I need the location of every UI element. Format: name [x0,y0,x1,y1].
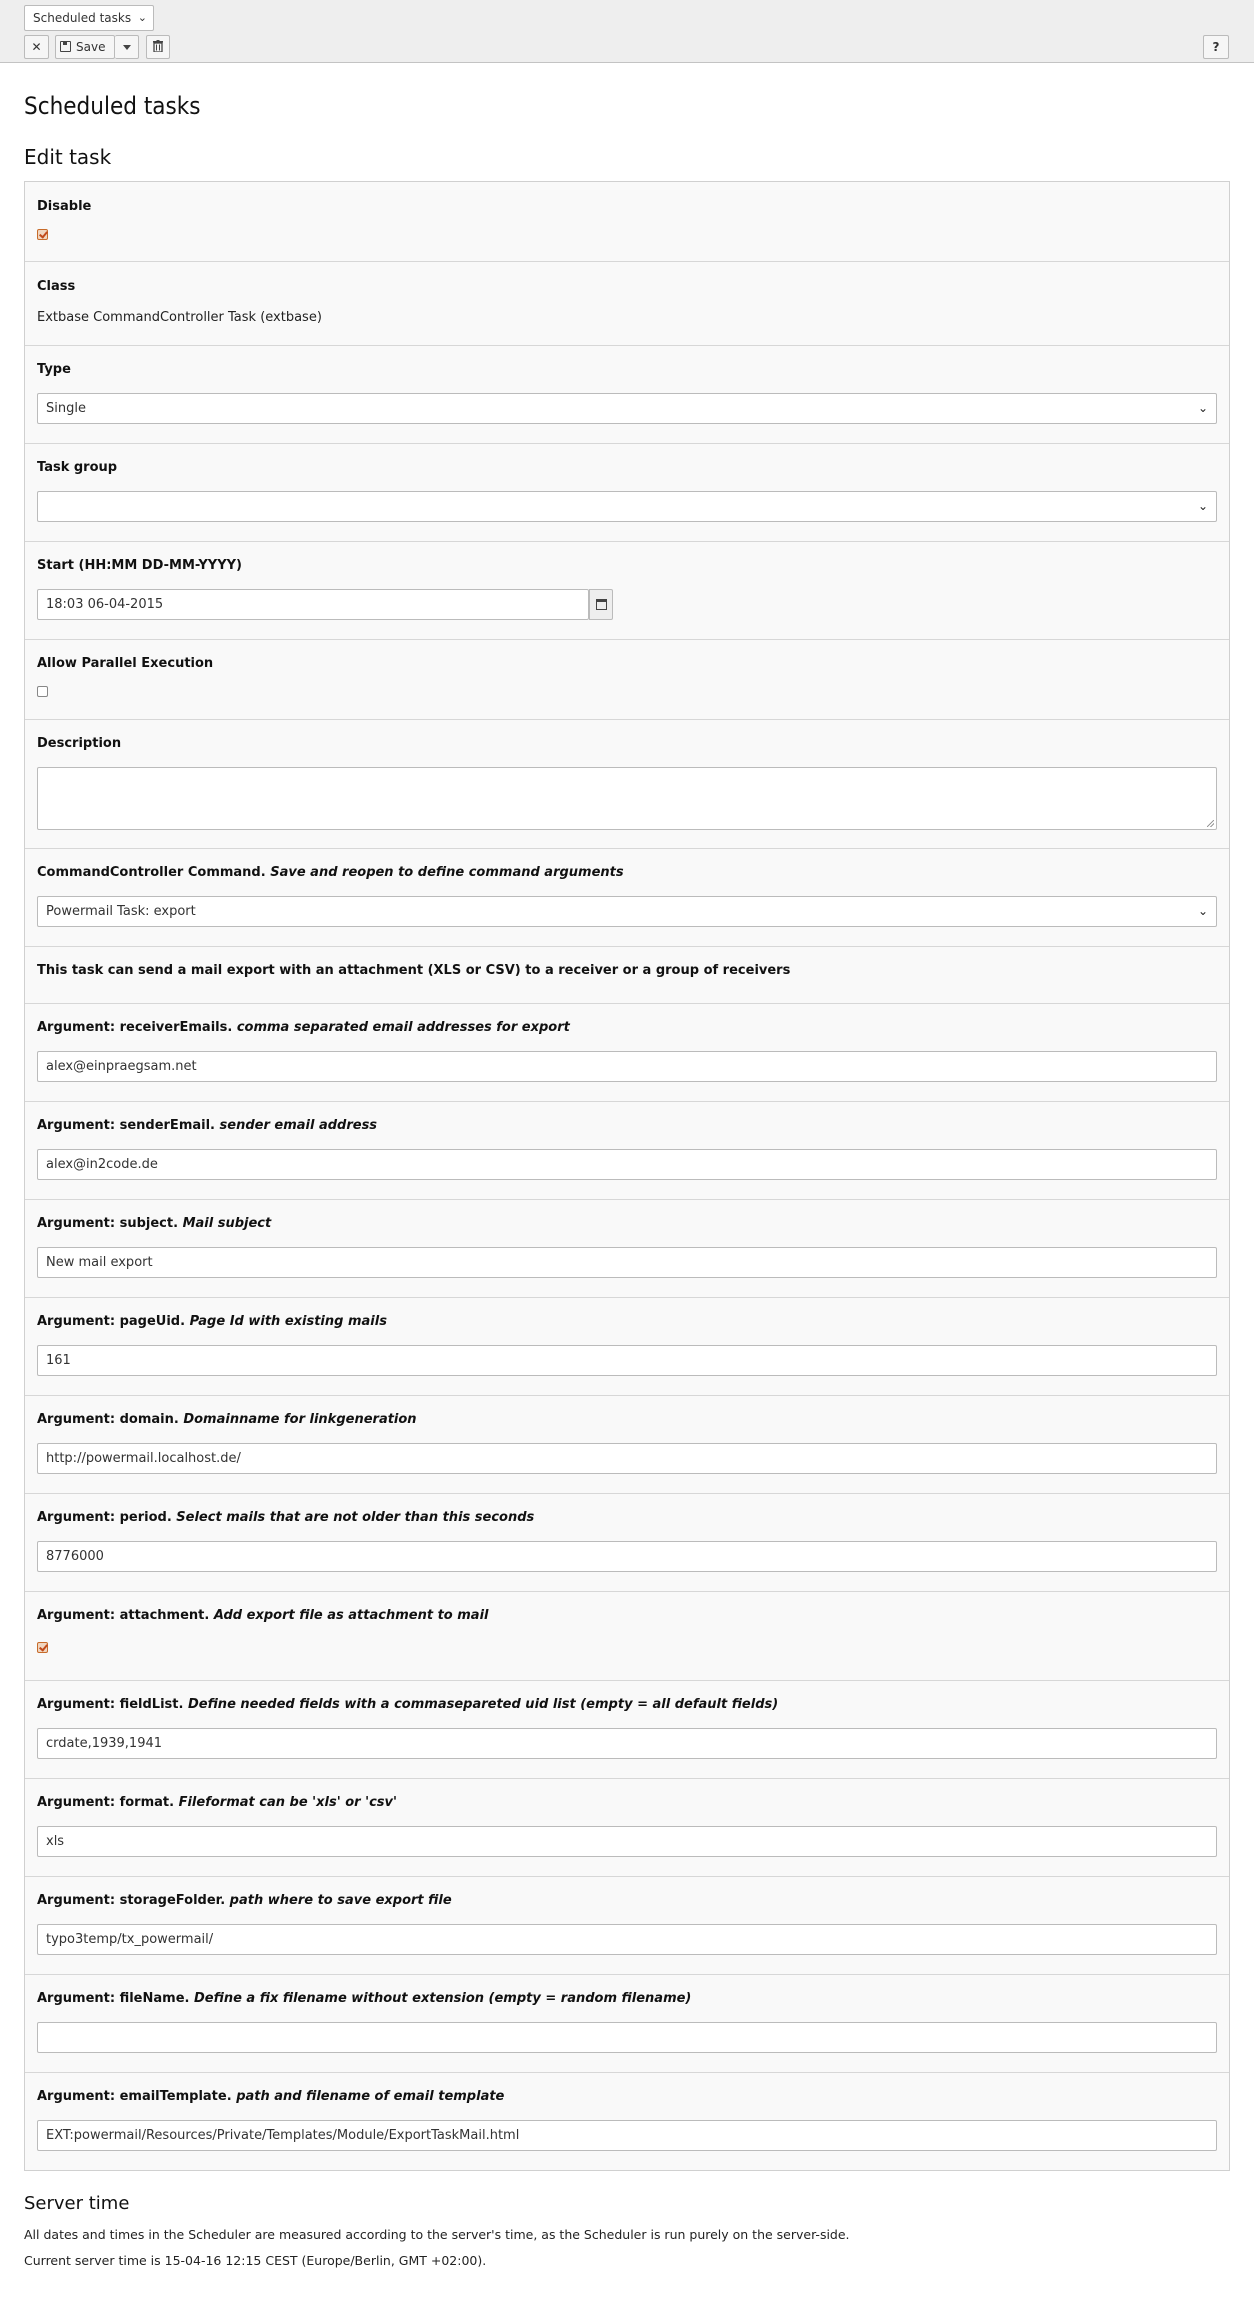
server-time-description: All dates and times in the Scheduler are measured according to the server's time, as the Scheduler is run purely on the server-side. [24,2227,850,2242]
period-input[interactable]: 8776000 [37,1541,1217,1572]
docheader [0,0,1254,63]
parallel-section [25,640,1229,720]
arg-hint: Domainname for linkgeneration [183,1412,417,1427]
arg-page-uid-section [25,1298,1229,1396]
arg-attachment-section [25,1592,1229,1681]
chevron-down-icon: ⌄ [1197,499,1208,513]
type-label: Type [37,362,71,377]
parallel-label: Allow Parallel Execution [37,656,214,671]
arg-sender-email-label [37,1118,377,1133]
disable-section [25,182,1229,262]
email-template-input[interactable]: EXT:powermail/Resources/Private/Templates/Module/ExportTaskMail.html [37,2120,1217,2151]
arg-attachment-label [37,1608,488,1623]
file-name-input[interactable] [37,2022,1217,2053]
arg-sender-email-section [25,1102,1229,1200]
arg-label-text: Argument: format. [37,1795,175,1810]
domain-input[interactable]: http://powermail.localhost.de/ [37,1443,1217,1474]
start-label: Start (HH:MM DD-MM-YYYY) [37,558,242,573]
arg-hint: comma separated email addresses for export [236,1020,570,1035]
arg-hint: Mail subject [182,1216,272,1231]
class-value: Extbase CommandController Task (extbase) [37,310,322,325]
server-time-title: Server time [24,2193,130,2214]
arg-label-text: Argument: pageUid. [37,1314,186,1329]
arg-receiver-emails-label [37,1020,570,1035]
command-hint: Save and reopen to define command arguments [270,865,624,880]
sender-email-input[interactable]: alex@in2code.de [37,1149,1217,1180]
field-list-input[interactable]: crdate,1939,1941 [37,1728,1217,1759]
chevron-down-icon: ⌄ [137,11,147,24]
arg-period-section [25,1494,1229,1592]
page-uid-input[interactable]: 161 [37,1345,1217,1376]
arg-label-text: Argument: period. [37,1510,172,1525]
arg-label-text: Argument: storageFolder. [37,1893,226,1908]
arg-receiver-emails-section [25,1004,1229,1102]
help-icon: ? [1212,40,1220,54]
description-label: Description [37,736,122,751]
server-time-current: Current server time is 15-04-16 12:15 CEST (Europe/Berlin, GMT +02:00). [24,2253,487,2268]
calendar-icon [596,599,607,610]
arg-domain-label [37,1412,417,1427]
command-label-text: CommandController Command. [37,865,266,880]
class-section [25,262,1229,346]
chevron-down-icon: ⌄ [1197,904,1208,918]
arg-label-text: Argument: receiverEmails. [37,1020,233,1035]
trash-icon [153,40,163,52]
help-button[interactable] [1203,35,1229,59]
arg-hint: path where to save export file [229,1893,452,1908]
attachment-checkbox[interactable] [37,1642,48,1653]
disable-checkbox[interactable] [37,229,48,240]
start-section [25,542,1229,640]
storage-folder-input[interactable]: typo3temp/tx_powermail/ [37,1924,1217,1955]
calendar-button[interactable] [589,589,613,620]
command-select[interactable] [37,896,1217,927]
arg-hint: Select mails that are not older than this seconds [176,1510,535,1525]
section-title: Edit task [24,145,112,169]
module-menu-select[interactable] [24,5,154,31]
arg-label-text: Argument: fieldList. [37,1697,184,1712]
arg-hint: Page Id with existing mails [189,1314,387,1329]
type-value: Single [46,401,86,416]
arg-email-template-label [37,2089,504,2104]
arg-page-uid-label [37,1314,387,1329]
command-label [37,865,624,880]
task-group-select[interactable] [37,491,1217,522]
arg-domain-section [25,1396,1229,1494]
resize-handle-icon[interactable] [1207,820,1214,827]
module-menu-value: Scheduled tasks [33,11,132,25]
arg-label-text: Argument: senderEmail. [37,1118,215,1133]
arg-storage-folder-label [37,1893,452,1908]
arg-field-list-label [37,1697,778,1712]
arg-label-text: Argument: emailTemplate. [37,2089,232,2104]
arg-label-text: Argument: attachment. [37,1608,210,1623]
save-options-dropdown[interactable] [115,35,139,59]
delete-button[interactable] [146,35,170,59]
subject-input[interactable]: New mail export [37,1247,1217,1278]
description-section [25,720,1229,849]
start-date-input[interactable]: 18:03 06-04-2015 [37,589,589,620]
page-title: Scheduled tasks [24,92,201,120]
arg-field-list-section [25,1681,1229,1779]
disable-label: Disable [37,199,92,214]
task-info-text: This task can send a mail export with an attachment (XLS or CSV) to a receiver or a group of receivers [37,963,791,978]
arg-hint: sender email address [219,1118,378,1133]
parallel-checkbox[interactable] [37,686,48,697]
receiver-emails-input[interactable]: alex@einpraegsam.net [37,1051,1217,1082]
arg-label-text: Argument: domain. [37,1412,179,1427]
command-section [25,849,1229,947]
arg-file-name-section [25,1975,1229,2073]
task-form [24,181,1230,2171]
arg-file-name-label [37,1991,691,2006]
caret-down-icon [123,45,131,50]
task-group-section [25,444,1229,542]
arg-hint: Define a fix filename without extension (empty = random filename) [193,1991,692,2006]
save-label: Save [76,40,106,54]
arg-subject-label [37,1216,271,1231]
format-input[interactable]: xls [37,1826,1217,1857]
task-group-label: Task group [37,460,118,475]
arg-storage-folder-section [25,1877,1229,1975]
arg-hint: Define needed fields with a commasepareted uid list (empty = all default fields) [187,1697,779,1712]
arg-hint: path and filename of email template [236,2089,505,2104]
chevron-down-icon: ⌄ [1197,401,1208,415]
close-icon: ✕ [31,40,42,54]
type-section [25,346,1229,444]
description-textarea[interactable] [37,767,1217,830]
save-button[interactable] [55,35,115,59]
arg-email-template-section [25,2073,1229,2170]
arg-subject-section [25,1200,1229,1298]
type-select[interactable] [37,393,1217,424]
task-info-section [25,947,1229,1004]
arg-label-text: Argument: subject. [37,1216,179,1231]
save-icon [60,41,71,52]
arg-hint: Fileformat can be 'xls' or 'csv' [178,1795,397,1810]
command-value: Powermail Task: export [46,904,196,919]
arg-hint: Add export file as attachment to mail [213,1608,489,1623]
arg-format-section [25,1779,1229,1877]
close-button[interactable] [24,35,49,59]
arg-label-text: Argument: fileName. [37,1991,190,2006]
arg-period-label [37,1510,534,1525]
class-label: Class [37,279,76,294]
arg-format-label [37,1795,397,1810]
